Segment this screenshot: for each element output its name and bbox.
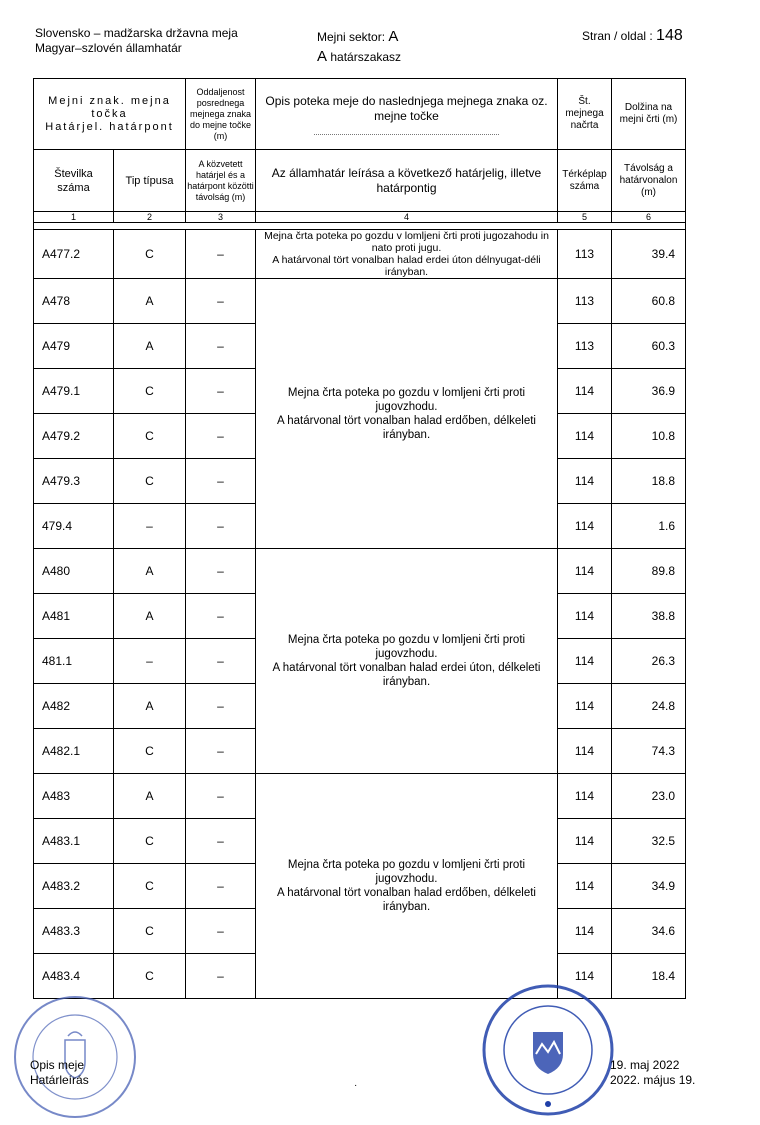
map-sheet: 114 — [558, 414, 612, 459]
indirect-distance: – — [186, 729, 256, 774]
mark-type: – — [114, 639, 186, 684]
indirect-distance: – — [186, 774, 256, 819]
map-sheet: 114 — [558, 909, 612, 954]
border-length: 26.3 — [612, 639, 686, 684]
mark-number: A483.3 — [34, 909, 114, 954]
indirect-distance: – — [186, 414, 256, 459]
footer-left — [30, 1058, 89, 1088]
mark-number: A483.1 — [34, 819, 114, 864]
description-hu: A határvonal tört vonalban halad erdei úton délnyugat-déli irányban. — [272, 254, 541, 278]
indirect-distance: – — [186, 549, 256, 594]
mark-number: A483.2 — [34, 864, 114, 909]
mark-number: A479 — [34, 324, 114, 369]
mark-type: C — [114, 954, 186, 999]
description-si: Mejna črta poteka po gozdu v lomljeni črti proti jugovzhodu. — [287, 386, 526, 413]
mark-type: C — [114, 819, 186, 864]
map-sheet: 114 — [558, 864, 612, 909]
document-header-sector — [317, 27, 401, 67]
description-si: Mejna črta poteka po gozdu v lomljeni črti proti jugovzhodu. — [287, 859, 526, 885]
mark-type: A — [114, 324, 186, 369]
border-length: 32.5 — [612, 819, 686, 864]
border-length: 74.3 — [612, 729, 686, 774]
map-sheet: 114 — [558, 549, 612, 594]
hungarian-commission-stamp — [10, 992, 140, 1122]
document-header-page — [582, 27, 683, 45]
col-sheet-si: Št. mejnega načrta — [558, 79, 612, 150]
col-distance-hu: A közvetett határjel és a határpont közötti távolság (m) — [186, 150, 256, 212]
border-length: 18.8 — [612, 459, 686, 504]
page-mark: · — [354, 1080, 358, 1091]
map-sheet: 113 — [558, 279, 612, 324]
indirect-distance: – — [186, 819, 256, 864]
map-sheet: 113 — [558, 324, 612, 369]
border-length: 36.9 — [612, 369, 686, 414]
indirect-distance: – — [186, 324, 256, 369]
description-hu: A határvonal tört vonalban halad erdei úton, délkeleti irányban. — [272, 662, 541, 688]
col-mark-hu: Határjel. határpont — [45, 120, 174, 133]
mark-type: A — [114, 684, 186, 729]
indirect-distance: – — [186, 369, 256, 414]
col-distance-si: Oddaljenost posrednega mejnega znaka do mejne točke (m) — [186, 79, 256, 150]
mark-number: A483.4 — [34, 954, 114, 999]
border-length: 24.8 — [612, 684, 686, 729]
footer-date — [610, 1058, 695, 1088]
mark-type: A — [114, 279, 186, 324]
date-hu: 2022. május 19. — [610, 1073, 696, 1087]
mark-type: A — [114, 774, 186, 819]
description-si: Mejna črta poteka po gozdu v lomljeni črti proti jugovzhodu. — [287, 634, 526, 660]
border-length: 60.3 — [612, 324, 686, 369]
mark-type: C — [114, 369, 186, 414]
col-length-si: Dolžina na mejni črti (m) — [612, 79, 686, 150]
border-description — [256, 230, 558, 279]
sector-value: A — [388, 28, 399, 45]
map-sheet: 114 — [558, 774, 612, 819]
col-index: 6 — [612, 212, 686, 223]
map-sheet: 114 — [558, 459, 612, 504]
col-mark-si: Mejni znak. mejna točka — [48, 94, 171, 120]
col-length-hu: Távolság a határvonalon (m) — [612, 150, 686, 212]
col-mark-header — [34, 79, 186, 150]
header-title-hu: Magyar–szlovén államhatár — [35, 41, 182, 55]
table-row — [34, 774, 686, 819]
indirect-distance: – — [186, 594, 256, 639]
double-rule — [34, 223, 686, 230]
border-length: 34.9 — [612, 864, 686, 909]
table-row — [34, 279, 686, 324]
map-sheet: 114 — [558, 684, 612, 729]
mark-type: C — [114, 230, 186, 279]
border-description-table — [33, 78, 686, 999]
border-length: 60.8 — [612, 279, 686, 324]
mark-number: A480 — [34, 549, 114, 594]
mark-number: 479.4 — [34, 504, 114, 549]
border-length: 18.4 — [612, 954, 686, 999]
mark-number: A477.2 — [34, 230, 114, 279]
header-row-hu — [34, 150, 686, 212]
border-length: 1.6 — [612, 504, 686, 549]
map-sheet: 114 — [558, 504, 612, 549]
table-row — [34, 549, 686, 594]
col-index: 1 — [34, 212, 114, 223]
mark-type: – — [114, 504, 186, 549]
indirect-distance: – — [186, 684, 256, 729]
border-description — [256, 279, 558, 549]
border-length: 38.8 — [612, 594, 686, 639]
border-length: 34.6 — [612, 909, 686, 954]
col-index: 5 — [558, 212, 612, 223]
border-length: 89.8 — [612, 549, 686, 594]
section-label: határszakasz — [327, 50, 402, 64]
map-sheet: 113 — [558, 230, 612, 279]
description-hu: A határvonal tört vonalban halad erdőben, délkeleti irányban. — [277, 887, 536, 913]
indirect-distance: – — [186, 279, 256, 324]
column-index-row — [34, 212, 686, 223]
dotted-divider — [314, 134, 499, 135]
map-sheet: 114 — [558, 729, 612, 774]
mark-type: C — [114, 459, 186, 504]
col-index: 4 — [256, 212, 558, 223]
map-sheet: 114 — [558, 954, 612, 999]
indirect-distance: – — [186, 909, 256, 954]
col-desc-si-cell — [256, 79, 558, 150]
col-desc-hu: Az államhatár leírása a következő határjelig, illetve határpontig — [256, 150, 558, 212]
footer-label-si: Opis meje — [30, 1058, 85, 1072]
indirect-distance: – — [186, 459, 256, 504]
mark-number: A483 — [34, 774, 114, 819]
sector-label: Mejni sektor: — [317, 30, 389, 44]
mark-type: C — [114, 864, 186, 909]
map-sheet: 114 — [558, 369, 612, 414]
mark-type: A — [114, 594, 186, 639]
table-row — [34, 230, 686, 279]
page-label: Stran / oldal : — [582, 29, 657, 43]
mark-number: A479.2 — [34, 414, 114, 459]
col-index: 3 — [186, 212, 256, 223]
header-title-si: Slovensko – madžarska državna meja — [35, 26, 238, 40]
date-si: 19. maj 2022 — [610, 1058, 680, 1072]
border-description — [256, 549, 558, 774]
indirect-distance: – — [186, 864, 256, 909]
slovenian-delegation-stamp — [478, 980, 618, 1120]
header-row-si — [34, 79, 686, 150]
mark-number: A482 — [34, 684, 114, 729]
col-type: Tip típusa — [114, 150, 186, 212]
description-si: Mejna črta poteka po gozdu v lomljeni črti proti jugozahodu in nato proti jugu. — [264, 230, 549, 254]
map-sheet: 114 — [558, 819, 612, 864]
footer-label-hu: Határleírás — [30, 1073, 89, 1087]
mark-number: 481.1 — [34, 639, 114, 684]
col-number: Številka száma — [34, 150, 114, 212]
description-hu: A határvonal tört vonalban halad erdőben, délkeleti irányban. — [277, 414, 536, 441]
map-sheet: 114 — [558, 594, 612, 639]
mark-number: A481 — [34, 594, 114, 639]
mark-number: A482.1 — [34, 729, 114, 774]
document-header-left — [35, 26, 238, 56]
indirect-distance: – — [186, 504, 256, 549]
mark-type: C — [114, 909, 186, 954]
col-desc-si: Opis poteka meje do naslednjega mejnega znaka oz. mejne točke — [265, 93, 548, 123]
mark-number: A479.1 — [34, 369, 114, 414]
indirect-distance: – — [186, 954, 256, 999]
mark-type: A — [114, 549, 186, 594]
mark-type: C — [114, 414, 186, 459]
mark-number: A479.3 — [34, 459, 114, 504]
section-value: A — [317, 48, 328, 65]
border-length: 39.4 — [612, 230, 686, 279]
border-length: 23.0 — [612, 774, 686, 819]
col-index: 2 — [114, 212, 186, 223]
indirect-distance: – — [186, 230, 256, 279]
indirect-distance: – — [186, 639, 256, 684]
border-description — [256, 774, 558, 999]
page-number: 148 — [656, 27, 683, 44]
border-length: 10.8 — [612, 414, 686, 459]
mark-type: C — [114, 729, 186, 774]
map-sheet: 114 — [558, 639, 612, 684]
mark-number: A478 — [34, 279, 114, 324]
col-sheet-hu: Térképlap száma — [558, 150, 612, 212]
